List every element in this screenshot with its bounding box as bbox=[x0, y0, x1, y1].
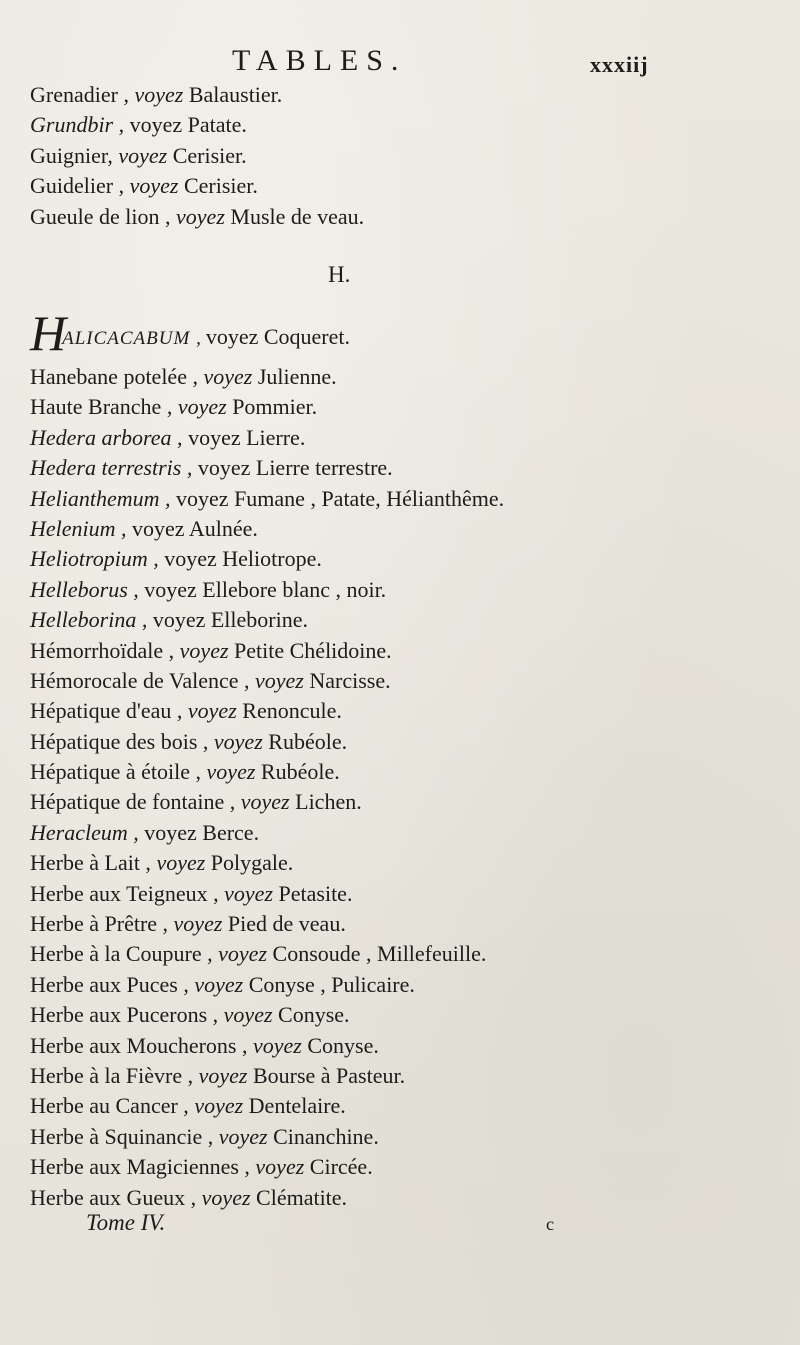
entry-voyez: voyez bbox=[164, 546, 217, 572]
entry-reference: Lierre. bbox=[246, 424, 306, 450]
entry-head: Herbe à la Fièvre , bbox=[30, 1062, 194, 1088]
entry-reference: Pied de veau. bbox=[227, 911, 346, 937]
entry-head: Herbe aux Magiciennes , bbox=[30, 1154, 250, 1180]
entry-head: Guignier, bbox=[30, 142, 113, 168]
index-entry bbox=[30, 666, 790, 696]
entry-reference: Pommier. bbox=[232, 394, 318, 420]
entry-voyez: voyez bbox=[118, 142, 168, 168]
entry-reference: Cinanchine. bbox=[273, 1123, 379, 1149]
entry-reference: Clématite. bbox=[256, 1184, 348, 1210]
index-entry bbox=[30, 202, 770, 232]
entry-reference: Ellebore blanc , noir. bbox=[202, 576, 387, 602]
entry-reference: Dentelaire. bbox=[248, 1093, 346, 1119]
index-entry bbox=[30, 1183, 790, 1213]
entry-reference: Lierre terrestre. bbox=[255, 455, 393, 481]
entry-head: Grenadier , bbox=[30, 82, 129, 107]
entry-voyez: voyez bbox=[144, 576, 197, 602]
entry-voyez: voyez bbox=[197, 455, 251, 481]
entry-head: Hémorocale de Valence , bbox=[30, 667, 250, 693]
entry-reference: Fumane , Patate, Hélianthême. bbox=[234, 485, 505, 511]
entry-reference: Berce. bbox=[202, 819, 260, 845]
entry-head: Hépatique de fontaine , bbox=[30, 789, 236, 815]
entry-voyez: voyez bbox=[218, 941, 268, 967]
entry-voyez: voyez bbox=[177, 394, 227, 420]
entry-reference: Consoude , Millefeuille. bbox=[272, 941, 487, 967]
entry-voyez: voyez bbox=[156, 850, 206, 876]
entry-voyez: voyez bbox=[203, 364, 253, 389]
index-entries-g bbox=[30, 80, 770, 232]
entry-head: Helleborina , bbox=[30, 607, 148, 633]
index-entry bbox=[30, 1122, 790, 1152]
entry-head: Herbe aux Moucherons , bbox=[30, 1032, 248, 1058]
entry-head: Hedera terrestris , bbox=[30, 455, 193, 481]
entry-reference: Cerisier. bbox=[183, 173, 258, 199]
entry-head: Gueule de lion , bbox=[30, 203, 171, 229]
entry-head: Herbe à Prêtre , bbox=[30, 911, 169, 937]
index-entries-h bbox=[30, 362, 790, 1213]
lead-entry bbox=[30, 304, 350, 360]
entry-reference: Lichen. bbox=[295, 789, 362, 815]
index-entry bbox=[30, 1091, 790, 1121]
entry-head: Herbe aux Teigneux , bbox=[30, 880, 219, 906]
entry-reference: Renoncule. bbox=[242, 698, 342, 724]
entry-reference: Rubéole. bbox=[260, 759, 340, 785]
entry-head: Haute Branche , bbox=[30, 394, 173, 420]
index-entry bbox=[30, 1000, 790, 1030]
entry-head: Guidelier , bbox=[30, 173, 125, 199]
entry-reference: Patate. bbox=[187, 112, 247, 138]
entry-voyez: voyez bbox=[255, 1154, 305, 1180]
index-entry bbox=[30, 423, 790, 453]
entry-voyez: voyez bbox=[144, 819, 197, 845]
entry-head: Hedera arborea , bbox=[30, 424, 183, 450]
entry-voyez: voyez bbox=[194, 971, 244, 997]
index-entry bbox=[30, 727, 790, 757]
index-entry bbox=[30, 636, 790, 666]
entry-head: Heracleum , bbox=[30, 819, 139, 845]
index-entry bbox=[30, 1061, 790, 1091]
entry-reference: Balaustier. bbox=[188, 82, 283, 107]
entry-reference: Polygale. bbox=[210, 850, 294, 876]
entry-voyez: voyez bbox=[152, 607, 206, 633]
entry-voyez: voyez bbox=[253, 1032, 302, 1058]
entry-head: Heliotropium , bbox=[30, 546, 159, 572]
running-header bbox=[0, 44, 800, 84]
index-entry bbox=[30, 453, 790, 483]
entry-voyez: voyez bbox=[206, 759, 256, 785]
index-entry bbox=[30, 848, 790, 878]
index-entry bbox=[30, 696, 790, 726]
entry-head: Helianthemum , bbox=[30, 485, 171, 511]
index-entry bbox=[30, 605, 790, 635]
index-entry bbox=[30, 171, 770, 201]
entry-voyez: voyez bbox=[179, 637, 229, 663]
lead-entry-head: ALICACABUM , bbox=[62, 328, 202, 349]
index-entry bbox=[30, 879, 790, 909]
drop-cap: H bbox=[30, 305, 67, 361]
index-entry bbox=[30, 757, 790, 787]
entry-head: Herbe aux Gueux , bbox=[30, 1184, 197, 1210]
entry-voyez: voyez bbox=[194, 1093, 244, 1119]
entry-head: Herbe à Lait , bbox=[30, 850, 151, 876]
entry-head: Hémorrhoïdale , bbox=[30, 637, 175, 663]
entry-head: Hépatique d'eau , bbox=[30, 698, 183, 724]
entry-reference: Julienne. bbox=[257, 364, 337, 389]
entry-reference: Conyse. bbox=[278, 1002, 350, 1028]
entry-head: Herbe à Squinancie , bbox=[30, 1123, 214, 1149]
entry-reference: Petite Chélidoine. bbox=[234, 637, 392, 663]
index-entry bbox=[30, 818, 790, 848]
entry-head: Hépatique à étoile , bbox=[30, 759, 202, 785]
entry-voyez: voyez bbox=[223, 1002, 273, 1028]
entry-voyez: voyez bbox=[240, 789, 290, 815]
index-entry bbox=[30, 939, 790, 969]
index-entry bbox=[30, 484, 790, 514]
lead-entry-ref: voyez Coqueret. bbox=[205, 324, 350, 349]
entry-reference: Elleborine. bbox=[210, 607, 308, 633]
entry-voyez: voyez bbox=[134, 82, 184, 107]
entry-voyez: voyez bbox=[176, 485, 229, 511]
index-entry bbox=[30, 909, 790, 939]
entry-head: Helleborus , bbox=[30, 576, 139, 602]
entry-voyez: voyez bbox=[129, 173, 179, 199]
entry-reference: Musle de veau. bbox=[230, 203, 365, 229]
index-entry bbox=[30, 1031, 790, 1061]
entry-voyez: voyez bbox=[176, 203, 225, 229]
entry-head: Herbe aux Pucerons , bbox=[30, 1002, 219, 1028]
entry-head: Herbe aux Puces , bbox=[30, 971, 189, 997]
entry-voyez: voyez bbox=[188, 424, 241, 450]
index-entry bbox=[30, 392, 790, 422]
section-heading: H. bbox=[328, 262, 351, 287]
entry-reference: Aulnée. bbox=[188, 515, 258, 541]
entry-reference: Heliotrope. bbox=[222, 546, 322, 572]
entry-reference: Rubéole. bbox=[268, 728, 348, 754]
index-entry bbox=[30, 544, 790, 574]
index-entry bbox=[30, 970, 790, 1000]
entry-reference: Cerisier. bbox=[172, 142, 247, 168]
entry-reference: Bourse à Pasteur. bbox=[252, 1062, 406, 1088]
index-entry bbox=[30, 514, 790, 544]
entry-voyez: voyez bbox=[201, 1184, 251, 1210]
entry-reference: Petasite. bbox=[278, 880, 353, 906]
index-entry bbox=[30, 787, 790, 817]
index-entry bbox=[30, 362, 790, 392]
index-entry bbox=[30, 80, 770, 110]
entry-voyez: voyez bbox=[254, 667, 304, 693]
volume-footer: Tome IV. bbox=[86, 1210, 166, 1235]
signature-mark: c bbox=[546, 1214, 554, 1234]
index-entry bbox=[30, 575, 790, 605]
entry-head: Helenium , bbox=[30, 515, 127, 541]
index-entry bbox=[30, 1152, 790, 1182]
entry-voyez: voyez bbox=[213, 728, 263, 754]
index-entry bbox=[30, 110, 770, 140]
entry-voyez: voyez bbox=[218, 1123, 268, 1149]
entry-reference: Conyse. bbox=[307, 1032, 379, 1058]
entry-head: Hanebane potelée , bbox=[30, 364, 198, 389]
page-title: TABLES. bbox=[232, 44, 407, 77]
entry-reference: Narcisse. bbox=[309, 667, 391, 693]
entry-voyez: voyez bbox=[187, 698, 237, 724]
entry-head: Hépatique des bois , bbox=[30, 728, 209, 754]
entry-reference: Circée. bbox=[309, 1154, 373, 1180]
entry-head: Herbe à la Coupure , bbox=[30, 941, 213, 967]
entry-voyez: voyez bbox=[129, 112, 183, 138]
entry-head: Herbe au Cancer , bbox=[30, 1093, 189, 1119]
page-number: xxxiij bbox=[590, 52, 649, 77]
entry-voyez: voyez bbox=[198, 1062, 248, 1088]
entry-head: Grundbir , bbox=[30, 112, 125, 138]
entry-voyez: voyez bbox=[224, 880, 274, 906]
entry-voyez: voyez bbox=[132, 515, 185, 541]
entry-reference: Conyse , Pulicaire. bbox=[248, 971, 415, 997]
entry-voyez: voyez bbox=[173, 911, 223, 937]
index-entry bbox=[30, 141, 770, 171]
